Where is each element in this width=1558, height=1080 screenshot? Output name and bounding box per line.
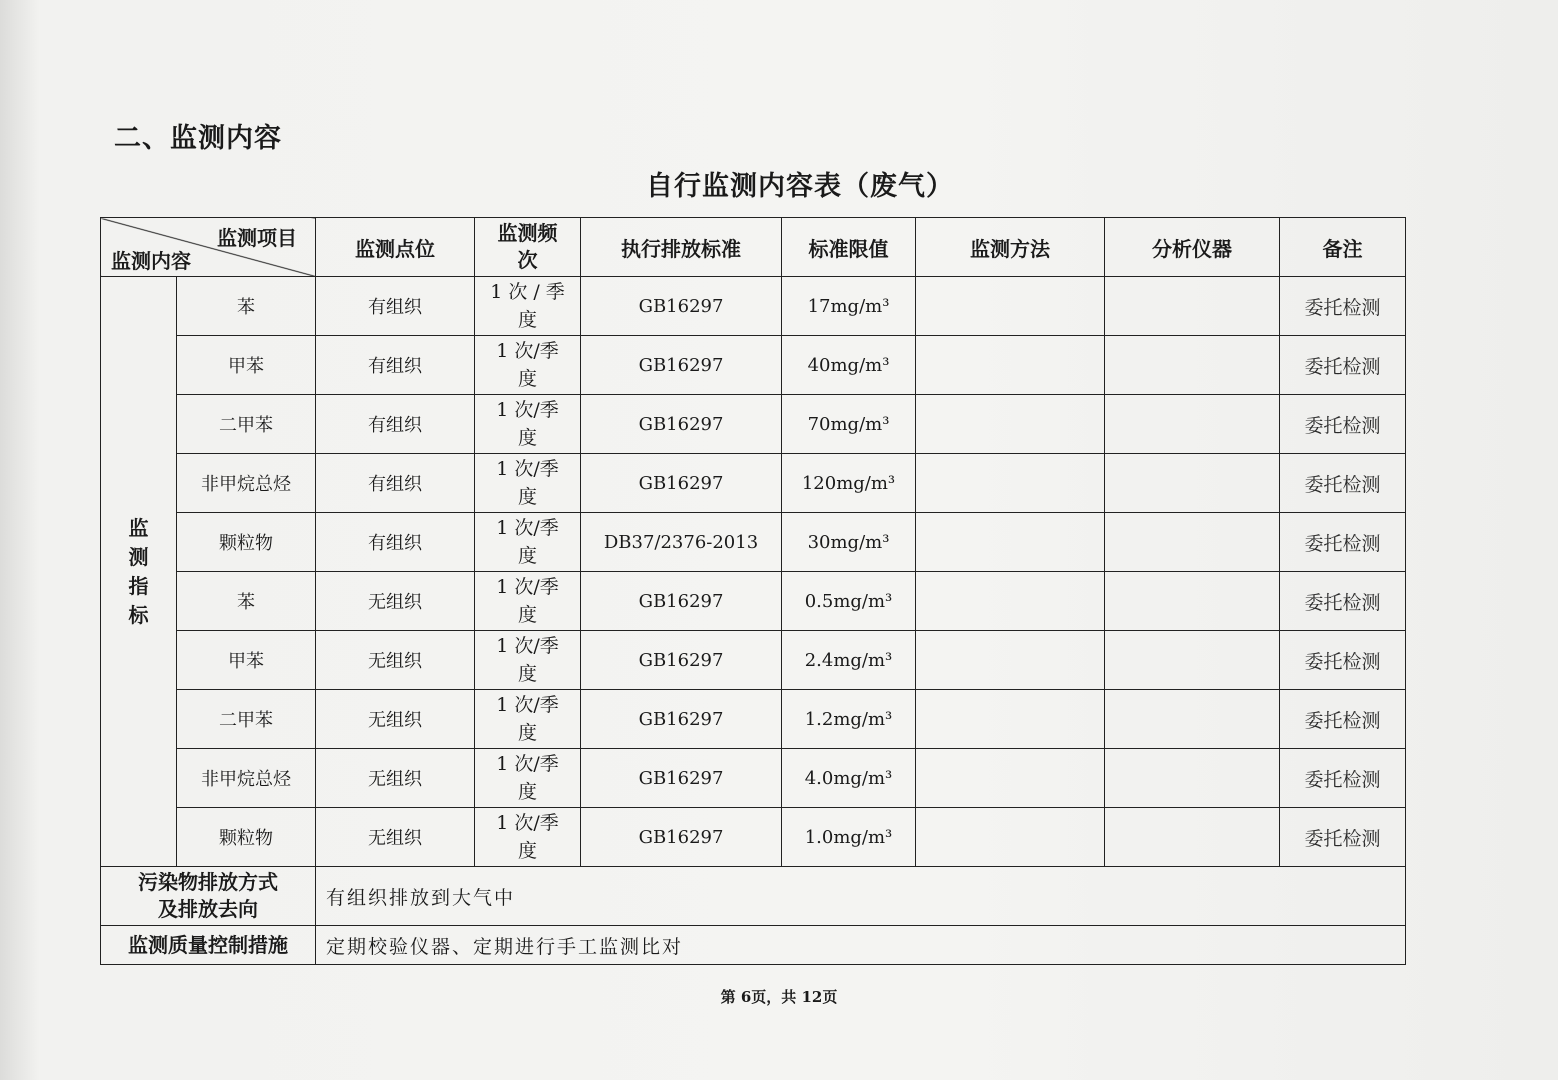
table-row — [101, 690, 1406, 749]
frequency-line2: 度 — [517, 840, 537, 862]
remark: 委托检测 — [1280, 808, 1406, 867]
analysis-instrument — [1105, 395, 1280, 454]
header-method: 监测方法 — [916, 218, 1105, 277]
analysis-instrument — [1105, 513, 1280, 572]
header-freq — [475, 218, 581, 277]
analysis-instrument — [1105, 277, 1280, 336]
monitoring-method — [916, 808, 1105, 867]
header-content: 监测内容 — [111, 249, 191, 273]
standard-limit: 120mg/m³ — [782, 454, 916, 513]
monitoring-method — [916, 631, 1105, 690]
quality-label: 监测质量控制措施 — [101, 926, 316, 965]
monitoring-point: 有组织 — [316, 336, 475, 395]
emission-standard: DB37/2376-2013 — [581, 513, 782, 572]
standard-limit: 70mg/m³ — [782, 395, 916, 454]
frequency-line1: 1 次 / 季 — [490, 281, 565, 303]
remark: 委托检测 — [1280, 631, 1406, 690]
table-title: 自行监测内容表（废气） — [646, 171, 954, 202]
emission-standard: GB16297 — [581, 749, 782, 808]
remark: 委托检测 — [1280, 277, 1406, 336]
standard-limit: 1.2mg/m³ — [782, 690, 916, 749]
header-diagonal-cell — [101, 218, 316, 277]
emission-standard: GB16297 — [581, 277, 782, 336]
frequency-line1: 1 次/季 — [496, 517, 559, 539]
header-note: 备注 — [1280, 218, 1406, 277]
header-row — [101, 218, 1406, 277]
standard-limit: 30mg/m³ — [782, 513, 916, 572]
monitoring-point: 无组织 — [316, 808, 475, 867]
standard-limit: 0.5mg/m³ — [782, 572, 916, 631]
frequency-line1: 1 次/季 — [496, 694, 559, 716]
group-label-char: 标 — [128, 602, 149, 627]
frequency-line2: 度 — [517, 368, 537, 390]
emission-standard: GB16297 — [581, 395, 782, 454]
monitoring-frequency — [475, 572, 581, 631]
pollutant-name: 苯 — [177, 572, 316, 631]
standard-limit: 4.0mg/m³ — [782, 749, 916, 808]
pollutant-name: 甲苯 — [177, 336, 316, 395]
header-freq-line2: 次 — [517, 248, 538, 272]
header-item: 监测项目 — [217, 226, 297, 250]
monitoring-point: 无组织 — [316, 572, 475, 631]
monitoring-point: 有组织 — [316, 513, 475, 572]
remark: 委托检测 — [1280, 395, 1406, 454]
monitoring-table — [100, 217, 1406, 965]
table-row — [101, 277, 1406, 336]
monitoring-method — [916, 336, 1105, 395]
monitoring-frequency — [475, 690, 581, 749]
quality-value: 定期校验仪器、定期进行手工监测比对 — [316, 926, 1406, 965]
monitoring-point: 无组织 — [316, 631, 475, 690]
table-body — [101, 277, 1406, 867]
monitoring-frequency — [475, 336, 581, 395]
monitoring-point: 有组织 — [316, 395, 475, 454]
monitoring-method — [916, 454, 1105, 513]
discharge-row — [101, 867, 1406, 926]
standard-limit: 17mg/m³ — [782, 277, 916, 336]
emission-standard: GB16297 — [581, 454, 782, 513]
frequency-line1: 1 次/季 — [496, 340, 559, 362]
monitoring-frequency — [475, 808, 581, 867]
pollutant-name: 二甲苯 — [177, 690, 316, 749]
page-number: 第 6页，共 12页 — [720, 988, 838, 1006]
analysis-instrument — [1105, 572, 1280, 631]
frequency-line2: 度 — [517, 781, 537, 803]
monitoring-point: 有组织 — [316, 454, 475, 513]
frequency-line2: 度 — [517, 545, 537, 567]
group-label — [101, 277, 177, 867]
frequency-line2: 度 — [517, 309, 537, 331]
pollutant-name: 非甲烷总烃 — [177, 749, 316, 808]
frequency-line2: 度 — [517, 604, 537, 626]
table-row — [101, 749, 1406, 808]
frequency-line1: 1 次/季 — [496, 812, 559, 834]
monitoring-method — [916, 513, 1105, 572]
standard-limit: 1.0mg/m³ — [782, 808, 916, 867]
pollutant-name: 颗粒物 — [177, 513, 316, 572]
pollutant-name: 非甲烷总烃 — [177, 454, 316, 513]
remark: 委托检测 — [1280, 749, 1406, 808]
monitoring-frequency — [475, 277, 581, 336]
frequency-line2: 度 — [517, 427, 537, 449]
pollutant-name: 二甲苯 — [177, 395, 316, 454]
table-row — [101, 808, 1406, 867]
discharge-label-line2: 及排放去向 — [158, 897, 258, 921]
standard-limit: 2.4mg/m³ — [782, 631, 916, 690]
frequency-line2: 度 — [517, 722, 537, 744]
analysis-instrument — [1105, 631, 1280, 690]
header-limit: 标准限值 — [782, 218, 916, 277]
monitoring-point: 无组织 — [316, 749, 475, 808]
emission-standard: GB16297 — [581, 690, 782, 749]
frequency-line1: 1 次/季 — [496, 399, 559, 421]
emission-standard: GB16297 — [581, 631, 782, 690]
frequency-line1: 1 次/季 — [496, 576, 559, 598]
monitoring-point: 有组织 — [316, 277, 475, 336]
group-label-char: 监 — [128, 515, 149, 540]
discharge-value: 有组织排放到大气中 — [316, 867, 1406, 926]
analysis-instrument — [1105, 690, 1280, 749]
group-label-char: 指 — [128, 573, 149, 598]
frequency-line1: 1 次/季 — [496, 458, 559, 480]
header-standard: 执行排放标准 — [581, 218, 782, 277]
analysis-instrument — [1105, 454, 1280, 513]
discharge-label-line1: 污染物排放方式 — [138, 870, 278, 894]
section-title: 二、监测内容 — [114, 123, 282, 154]
monitoring-frequency — [475, 395, 581, 454]
pollutant-name: 甲苯 — [177, 631, 316, 690]
emission-standard: GB16297 — [581, 808, 782, 867]
frequency-line1: 1 次/季 — [496, 753, 559, 775]
monitoring-point: 无组织 — [316, 690, 475, 749]
header-freq-line1: 监测频 — [497, 221, 558, 245]
monitoring-frequency — [475, 631, 581, 690]
header-point: 监测点位 — [316, 218, 475, 277]
table-row — [101, 572, 1406, 631]
table-row — [101, 454, 1406, 513]
quality-row — [101, 926, 1406, 965]
remark: 委托检测 — [1280, 690, 1406, 749]
table-row — [101, 513, 1406, 572]
monitoring-frequency — [475, 749, 581, 808]
emission-standard: GB16297 — [581, 336, 782, 395]
pollutant-name: 颗粒物 — [177, 808, 316, 867]
remark: 委托检测 — [1280, 454, 1406, 513]
analysis-instrument — [1105, 749, 1280, 808]
monitoring-method — [916, 395, 1105, 454]
analysis-instrument — [1105, 336, 1280, 395]
discharge-label — [101, 867, 316, 926]
analysis-instrument — [1105, 808, 1280, 867]
frequency-line1: 1 次/季 — [496, 635, 559, 657]
monitoring-method — [916, 749, 1105, 808]
table-row — [101, 631, 1406, 690]
frequency-line2: 度 — [517, 486, 537, 508]
remark: 委托检测 — [1280, 513, 1406, 572]
remark: 委托检测 — [1280, 336, 1406, 395]
table-row — [101, 395, 1406, 454]
header-instrument: 分析仪器 — [1105, 218, 1280, 277]
monitoring-frequency — [475, 513, 581, 572]
table-row — [101, 336, 1406, 395]
monitoring-method — [916, 690, 1105, 749]
monitoring-method — [916, 277, 1105, 336]
emission-standard: GB16297 — [581, 572, 782, 631]
group-label-char: 测 — [128, 544, 149, 569]
standard-limit: 40mg/m³ — [782, 336, 916, 395]
remark: 委托检测 — [1280, 572, 1406, 631]
monitoring-method — [916, 572, 1105, 631]
monitoring-frequency — [475, 454, 581, 513]
frequency-line2: 度 — [517, 663, 537, 685]
pollutant-name: 苯 — [177, 277, 316, 336]
